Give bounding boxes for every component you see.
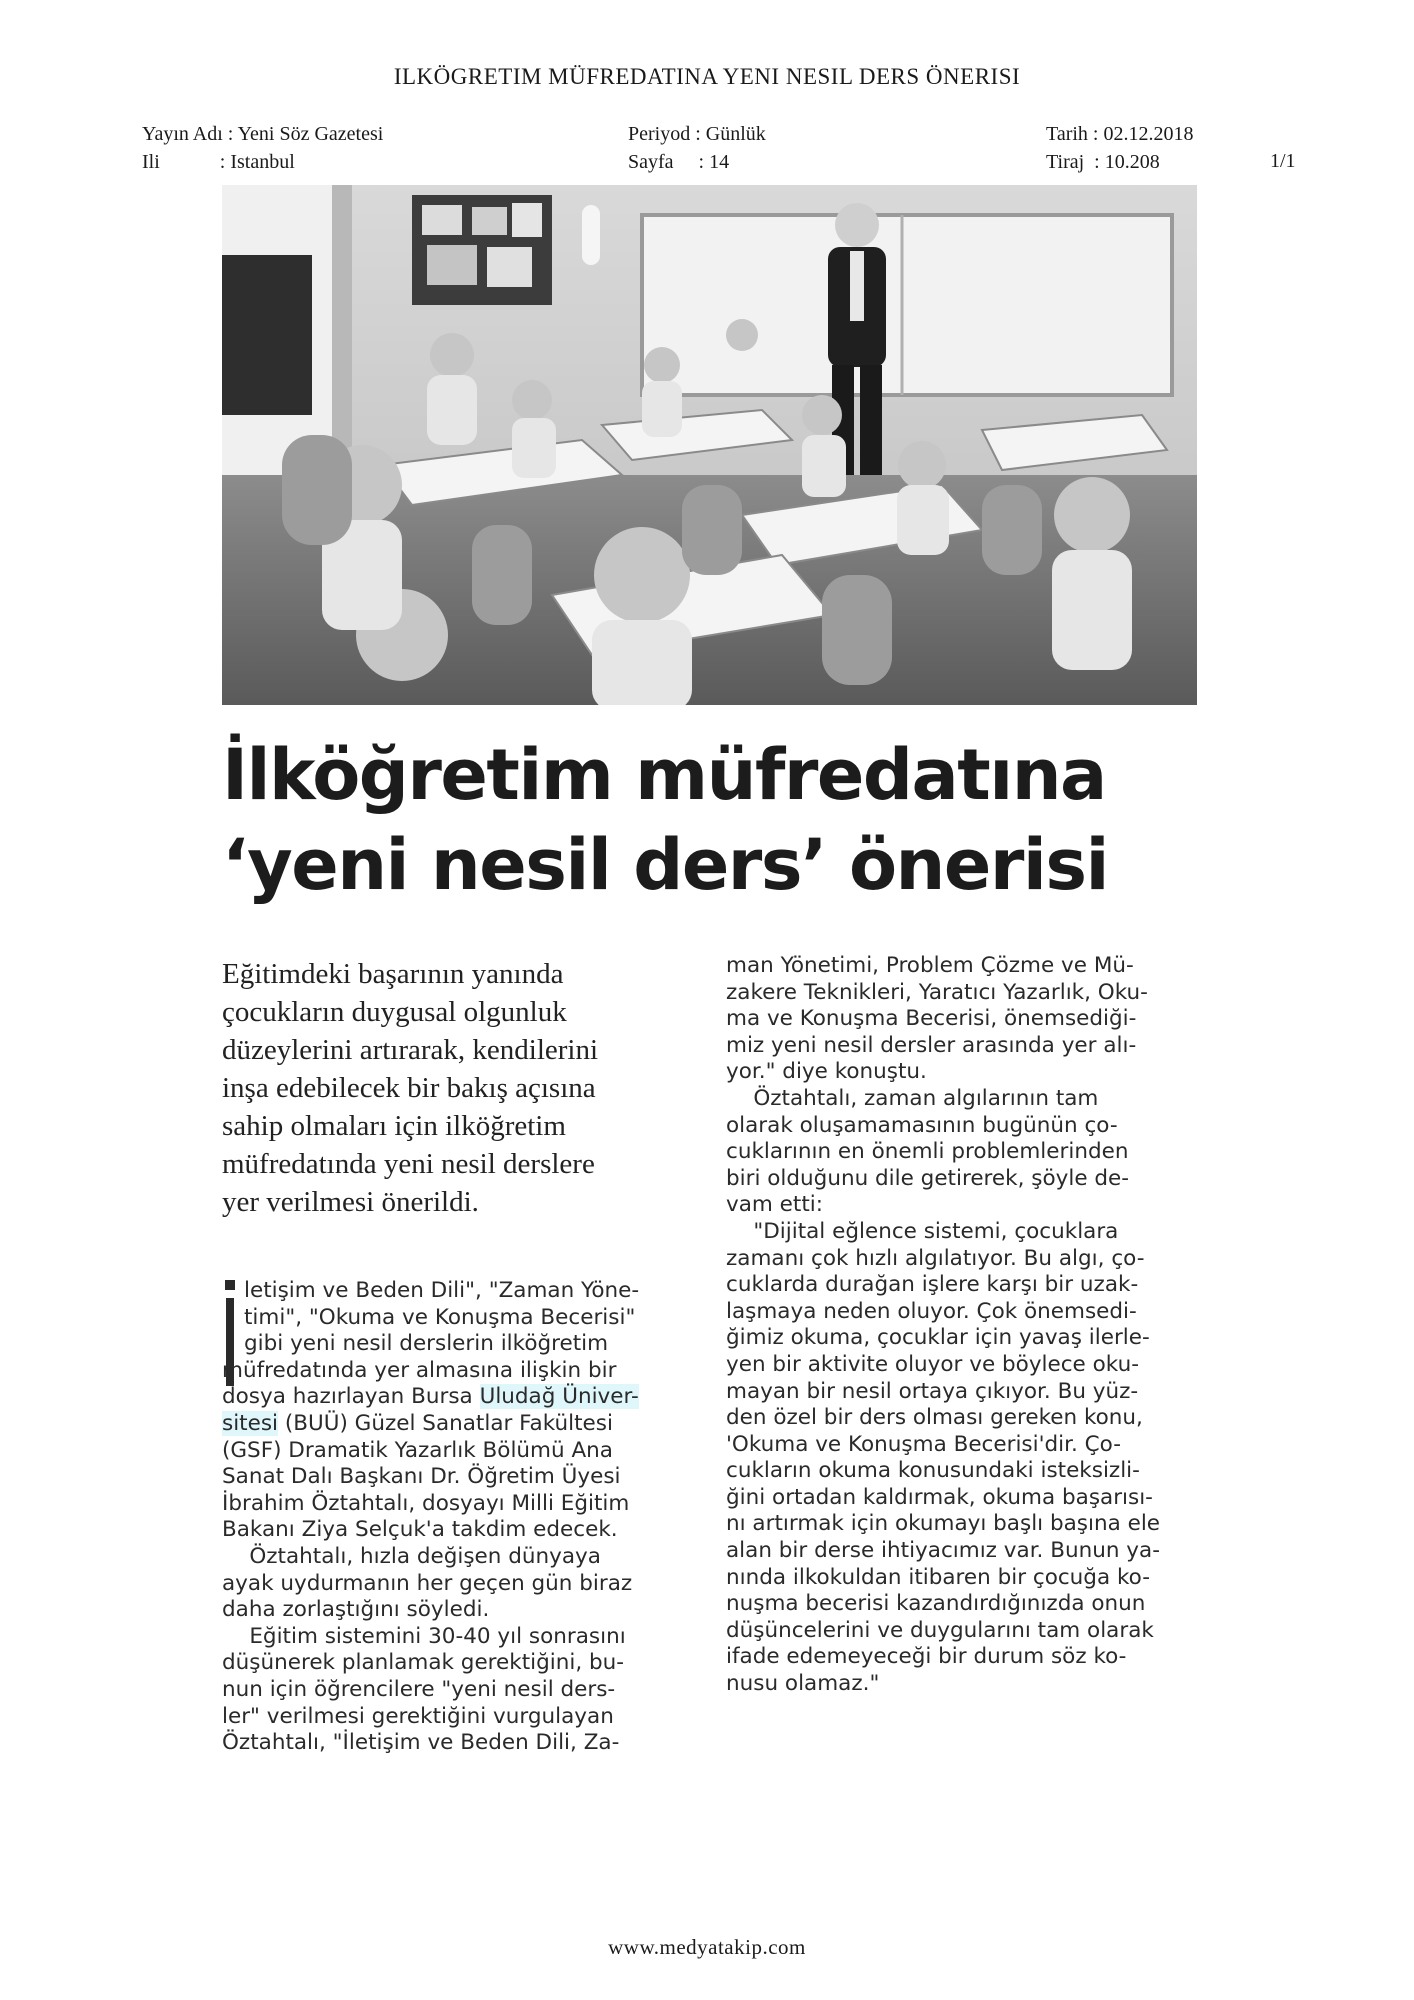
text-line: cuklarda durağan işlere karşı bir uzak- bbox=[726, 1272, 1139, 1298]
text-line: ğini ortadan kaldırmak, okuma başarısı- bbox=[726, 1484, 1153, 1510]
text-line: düşüncelerini ve duygularını tam olarak bbox=[726, 1617, 1154, 1643]
text-line: gibi yeni nesil derslerin ilköğretim bbox=[244, 1331, 609, 1357]
text-line: ma ve Konuşma Becerisi, önemsediği- bbox=[726, 1006, 1137, 1032]
lead-line: sahip olmaları için ilköğretim bbox=[222, 1110, 566, 1142]
text-line: daha zorlaştığını söyledi. bbox=[222, 1597, 490, 1623]
text-line: ifade edemeyeceği bir durum söz ko- bbox=[726, 1644, 1127, 1670]
meta-date bbox=[1046, 120, 1193, 176]
text-line: nun için öğrencilere "yeni nesil ders- bbox=[222, 1676, 616, 1702]
text-line: müfredatında yer almasına ilişkin bir bbox=[222, 1357, 617, 1383]
text-line: nusu olamaz." bbox=[726, 1671, 880, 1697]
text-line: yor." diye konuştu. bbox=[726, 1059, 927, 1085]
text-line: nuşma becerisi kazandırdığınızda onun bbox=[726, 1591, 1146, 1617]
text-line: mayan bir nesil ortaya çıkıyor. Bu yüz- bbox=[726, 1378, 1139, 1404]
lead-line: müfredatında yeni nesil derslere bbox=[222, 1148, 595, 1180]
text-line: Öztahtalı, zaman algılarının tam bbox=[726, 1085, 1099, 1111]
meta-yayin-adi: Yayın Adı : Yeni Söz Gazetesi bbox=[142, 123, 384, 145]
meta-tarih: Tarih : 02.12.2018 bbox=[1046, 123, 1194, 145]
text-line: vam etti: bbox=[726, 1192, 823, 1218]
university-link[interactable]: Uludağ Üniver- bbox=[479, 1384, 639, 1410]
lead-line: çocukların duygusal olgunluk bbox=[222, 996, 567, 1028]
text-line: nı artırmak için okumayı başlı başına ele bbox=[726, 1511, 1161, 1537]
text-line: Öztahtalı, "İletişim ve Beden Dili, Za- bbox=[222, 1730, 620, 1756]
lead-line: Eğitimdeki başarının yanında bbox=[222, 958, 564, 990]
text-line: nında ilkokuldan itibaren bir çocuğa ko- bbox=[726, 1564, 1150, 1590]
text-line: İbrahim Öztahtalı, dosyayı Milli Eğitim bbox=[222, 1490, 630, 1516]
text-line: timi", "Okuma ve Konuşma Becerisi" bbox=[244, 1304, 636, 1330]
text-line: zakere Teknikleri, Yaratıcı Yazarlık, Oku- bbox=[726, 979, 1148, 1005]
meta-ili: Ili : Istanbul bbox=[142, 151, 295, 173]
headline-line-2: ‘yeni nesil ders’ önerisi bbox=[222, 824, 1109, 906]
text-line: yen bir aktivite oluyor ve böylece oku- bbox=[726, 1351, 1139, 1377]
meta-period bbox=[628, 120, 766, 176]
text-line: letişim ve Beden Dili", "Zaman Yöne- bbox=[244, 1278, 640, 1303]
text-line bbox=[222, 1384, 692, 1411]
text-line bbox=[222, 1411, 692, 1438]
text-line: olarak oluşamamasının bugünün ço- bbox=[726, 1112, 1118, 1138]
text-line: "Dijital eğlence sistemi, çocuklara bbox=[726, 1218, 1119, 1244]
text-line: (GSF) Dramatik Yazarlık Bölümü Ana bbox=[222, 1437, 613, 1463]
lead-line: düzeylerini artırarak, kendilerini bbox=[222, 1034, 599, 1066]
classroom-photo bbox=[222, 185, 1197, 705]
lead-paragraph bbox=[222, 955, 692, 1221]
page-count: 1/1 bbox=[1270, 150, 1296, 172]
text-line: Sanat Dalı Başkanı Dr. Öğretim Üyesi bbox=[222, 1464, 621, 1490]
text-line: ğimiz okuma, çocuklar için yavaş ilerle- bbox=[726, 1325, 1150, 1351]
university-link[interactable]: sitesi bbox=[222, 1410, 279, 1436]
text-line: 'Okuma ve Konuşma Becerisi'dir. Ço- bbox=[726, 1431, 1121, 1457]
lead-line: inşa edebilecek bir bakış açısına bbox=[222, 1072, 596, 1104]
lead-line: yer verilmesi önerildi. bbox=[222, 1186, 479, 1218]
meta-tiraj: Tiraj : 10.208 bbox=[1046, 151, 1160, 173]
meta-sayfa: Sayfa : 14 bbox=[628, 151, 730, 173]
text-line: biri olduğunu dile getirerek, şöyle de- bbox=[726, 1165, 1130, 1191]
text-line: cukların okuma konusundaki isteksizli- bbox=[726, 1458, 1140, 1484]
text-line: ler" verilmesi gerektiğini vurgulayan bbox=[222, 1703, 614, 1729]
meta-periyod: Periyod : Günlük bbox=[628, 123, 766, 145]
page-title: ILKÖGRETIM MÜFREDATINA YENI NESIL DERS ÖNERISI bbox=[393, 64, 1021, 89]
text-line: zamanı çok hızlı algılatıyor. Bu algı, ço- bbox=[726, 1245, 1145, 1271]
headline bbox=[222, 730, 1222, 910]
meta-publication bbox=[142, 120, 383, 176]
footer-url[interactable]: www.medyatakip.com bbox=[608, 1935, 806, 1959]
article-column-left bbox=[222, 1278, 692, 1757]
text-line: miz yeni nesil dersler arasında yer alı- bbox=[726, 1032, 1137, 1058]
article-column-right bbox=[726, 953, 1201, 1698]
text-segment: (BUÜ) Güzel Sanatlar Fakültesi bbox=[278, 1410, 613, 1436]
text-line: Öztahtalı, hızla değişen dünyaya bbox=[222, 1543, 601, 1569]
headline-line-1: İlköğretim müfredatına bbox=[222, 734, 1106, 816]
text-line: man Yönetimi, Problem Çözme ve Mü- bbox=[726, 953, 1134, 978]
text-line: ayak uydurmanın her geçen gün biraz bbox=[222, 1570, 633, 1596]
classroom-illustration bbox=[222, 185, 1197, 705]
text-line: cuklarının en önemli problemlerinden bbox=[726, 1139, 1129, 1165]
text-segment: dosya hazırlayan Bursa bbox=[222, 1384, 480, 1410]
text-line: laşmaya neden oluyor. Çok önemsedi- bbox=[726, 1298, 1137, 1324]
text-line: Bakanı Ziya Selçuk'a takdim edecek. bbox=[222, 1517, 618, 1543]
text-line: den özel bir ders olması gereken konu, bbox=[726, 1405, 1143, 1431]
text-line: düşünerek planlamak gerektiğini, bu- bbox=[222, 1650, 625, 1676]
text-line: alan bir derse ihtiyacımız var. Bunun ya- bbox=[726, 1538, 1160, 1564]
text-line: Eğitim sistemini 30-40 yıl sonrasını bbox=[222, 1623, 626, 1649]
